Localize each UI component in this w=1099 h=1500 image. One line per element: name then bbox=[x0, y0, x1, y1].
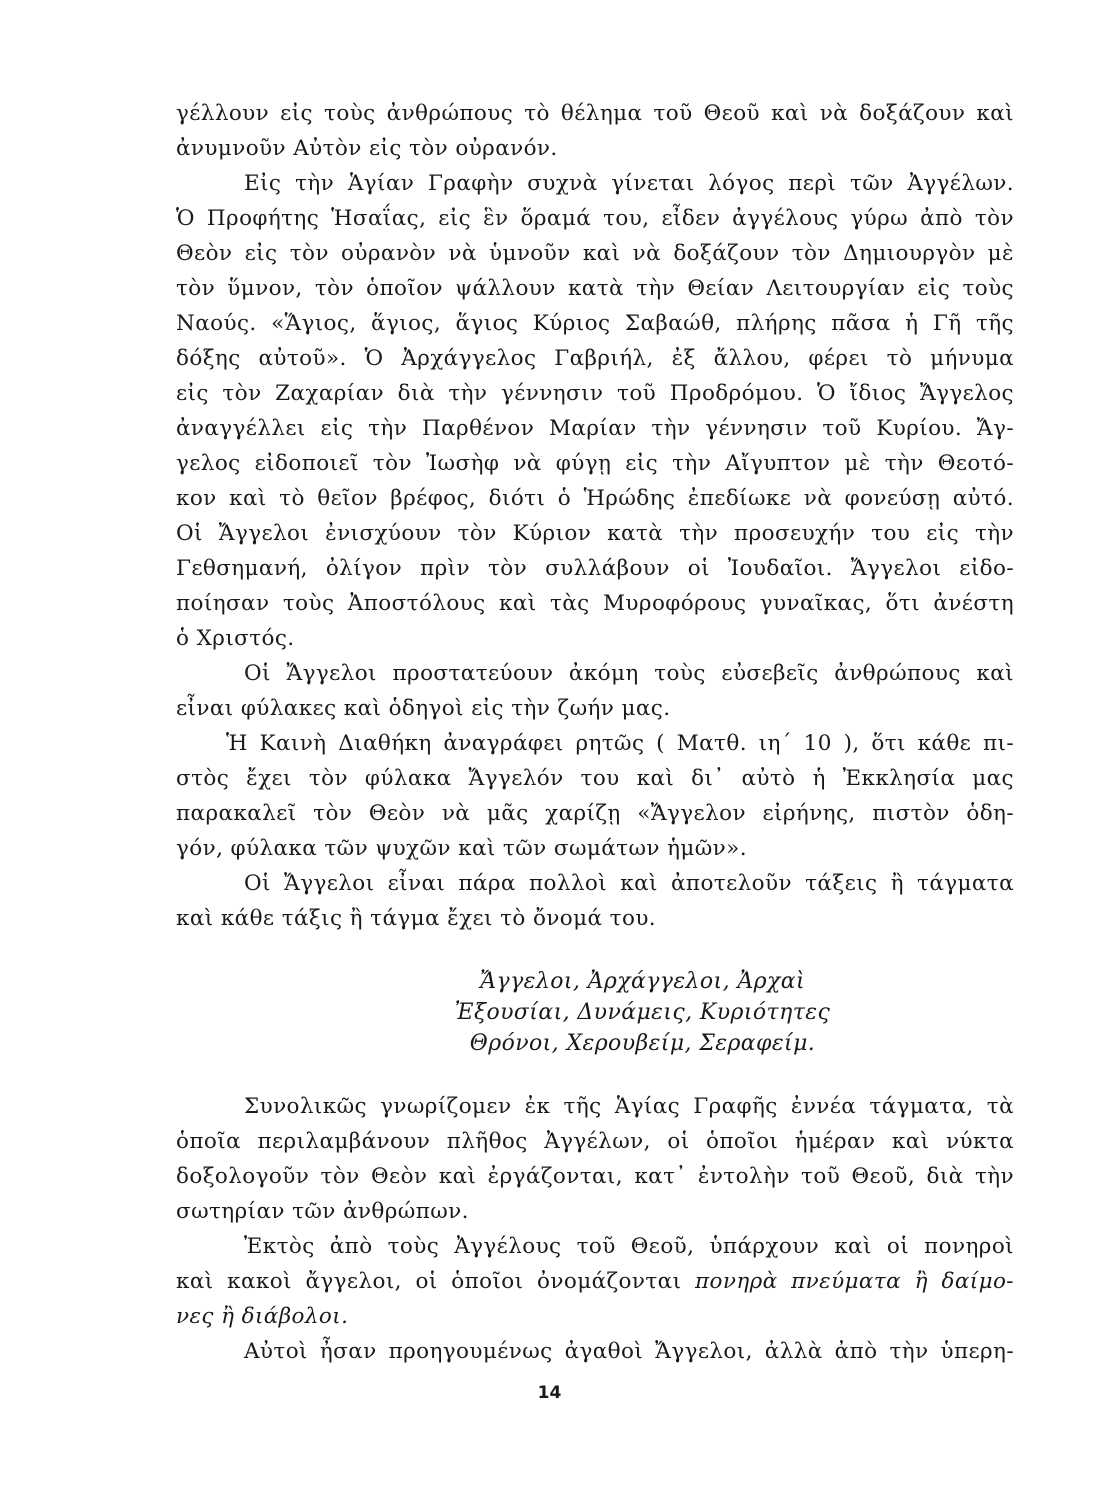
text-line: παρακαλεῖ τὸν Θεὸν νὰ μᾶς χαρίζῃ «Ἄγγελον εἰρήνης, πιστὸν ὁδη- bbox=[176, 801, 1014, 826]
page-number: 14 bbox=[537, 1383, 562, 1403]
text-line: δοξολογοῦν τὸν Θεὸν καὶ ἐργάζονται, κατ᾽ ἐντολὴν τοῦ Θεοῦ, διὰ τὴν bbox=[176, 1164, 1014, 1189]
text-line: γελος εἰδοποιεῖ τὸν Ἰωσὴφ νὰ φύγῃ εἰς τὴν Αἴγυπτον μὲ τὴν Θεοτό- bbox=[176, 451, 1014, 476]
text-line: νες ἢ διάβολοι. bbox=[176, 1304, 349, 1329]
text-line: Αὐτοὶ ἦσαν προηγουμένως ἀγαθοὶ Ἄγγελοι, ἀλλὰ ἀπὸ τὴν ὑπερη- bbox=[244, 1339, 1014, 1364]
text-line: ἀνυμνοῦν Αὐτὸν εἰς τὸν οὐρανόν. bbox=[176, 136, 558, 161]
spacer bbox=[176, 936, 1014, 966]
text-line bbox=[176, 1264, 1014, 1299]
text-line: Εἰς τὴν Ἁγίαν Γραφὴν συχνὰ γίνεται λόγος περὶ τῶν Ἀγγέλων. bbox=[244, 171, 1014, 196]
text-segment: καὶ κακοὶ ἄγγελοι, οἱ ὁποῖοι ὀνομάζονται bbox=[176, 1269, 695, 1294]
text-line: Θεὸν εἰς τὸν οὐρανὸν νὰ ὑμνοῦν καὶ νὰ δοξάζουν τὸν Δημιουργὸν μὲ bbox=[176, 241, 1014, 266]
text-line: τὸν ὕμνον, τὸν ὁποῖον ψάλλουν κατὰ τὴν Θείαν Λειτουργίαν εἰς τοὺς bbox=[176, 276, 1014, 301]
text-line: Ἐκτὸς ἀπὸ τοὺς Ἀγγέλους τοῦ Θεοῦ, ὑπάρχουν καὶ οἱ πονηροὶ bbox=[244, 1234, 1014, 1259]
text-line: ποίησαν τοὺς Ἀποστόλους καὶ τὰς Μυροφόρους γυναῖκας, ὅτι ἀνέστη bbox=[176, 591, 1014, 616]
text-line: Γεθσημανή, ὀλίγον πρὶν τὸν συλλάβουν οἱ Ἰουδαῖοι. Ἄγγελοι εἰδο- bbox=[176, 556, 1014, 581]
text-line: γόν, φύλακα τῶν ψυχῶν καὶ τῶν σωμάτων ἡμῶν». bbox=[176, 836, 747, 861]
spacer bbox=[176, 1059, 1014, 1089]
body-text bbox=[176, 96, 1014, 1369]
text-line: στὸς ἔχει τὸν φύλακα Ἄγγελόν του καὶ δι᾽ αὐτὸ ἡ Ἐκκλησία μας bbox=[176, 766, 1014, 791]
text-line: ὁποῖα περιλαμβάνουν πλῆθος Ἀγγέλων, οἱ ὁποῖοι ἡμέραν καὶ νύκτα bbox=[176, 1129, 1014, 1154]
text-line: Οἱ Ἄγγελοι προστατεύουν ἀκόμη τοὺς εὐσεβεῖς ἀνθρώπους καὶ bbox=[244, 661, 1014, 686]
text-line: Ἡ Καινὴ Διαθήκη ἀναγράφει ρητῶς ( Ματθ. ιη΄ 10 ), ὅτι κάθε πι- bbox=[226, 731, 1014, 756]
text-line: εἶναι φύλακες καὶ ὁδηγοὶ εἰς τὴν ζωήν μας. bbox=[176, 696, 671, 721]
text-line: γέλλουν εἰς τοὺς ἀνθρώπους τὸ θέλημα τοῦ Θεοῦ καὶ νὰ δοξάζουν καὶ bbox=[176, 101, 1014, 126]
text-line: Ναούς. «Ἅγιος, ἅγιος, ἅγιος Κύριος Σαβαώθ, πλήρης πᾶσα ἡ Γῆ τῆς bbox=[176, 311, 1014, 336]
text-line: ὁ Χριστός. bbox=[176, 626, 295, 651]
text-line: Οἱ Ἄγγελοι εἶναι πάρα πολλοὶ καὶ ἀποτελοῦν τάξεις ἢ τάγματα bbox=[244, 871, 1014, 896]
verse-line: Θρόνοι, Χερουβείμ, Σεραφείμ. bbox=[469, 1031, 816, 1056]
text-line: Ὁ Προφήτης Ἡσαΐας, εἰς ἓν ὅραμά του, εἶδεν ἀγγέλους γύρω ἀπὸ τὸν bbox=[176, 206, 1014, 231]
italic-text-segment: πονηρὰ πνεύματα ἢ δαίμο- bbox=[694, 1269, 1014, 1294]
text-line: Οἱ Ἄγγελοι ἐνισχύουν τὸν Κύριον κατὰ τὴν προσευχήν του εἰς τὴν bbox=[176, 521, 1014, 546]
text-line: κον καὶ τὸ θεῖον βρέφος, διότι ὁ Ἡρώδης ἐπεδίωκε νὰ φονεύσῃ αὐτό. bbox=[176, 486, 1014, 511]
text-line: δόξης αὐτοῦ». Ὁ Ἀρχάγγελος Γαβριήλ, ἐξ ἄλλου, φέρει τὸ μήνυμα bbox=[176, 346, 1014, 371]
text-line: ἀναγγέλλει εἰς τὴν Παρθένον Μαρίαν τὴν γέννησιν τοῦ Κυρίου. Ἄγ- bbox=[176, 416, 1014, 441]
text-line: σωτηρίαν τῶν ἀνθρώπων. bbox=[176, 1199, 469, 1224]
verse-line: Ἐξουσίαι, Δυνάμεις, Κυριότητες bbox=[454, 1000, 831, 1025]
text-line: εἰς τὸν Ζαχαρίαν διὰ τὴν γέννησιν τοῦ Προδρόμου. Ὁ ἴδιος Ἄγγελος bbox=[176, 381, 1014, 406]
text-line: Συνολικῶς γνωρίζομεν ἐκ τῆς Ἁγίας Γραφῆς ἐννέα τάγματα, τὰ bbox=[244, 1094, 1014, 1119]
text-line: καὶ κάθε τάξις ἢ τάγμα ἔχει τὸ ὄνομά του. bbox=[176, 906, 657, 931]
verse-line: Ἄγγελοι, Ἀρχάγγελοι, Ἀρχαὶ bbox=[480, 969, 805, 994]
verse-block bbox=[176, 966, 1014, 1059]
